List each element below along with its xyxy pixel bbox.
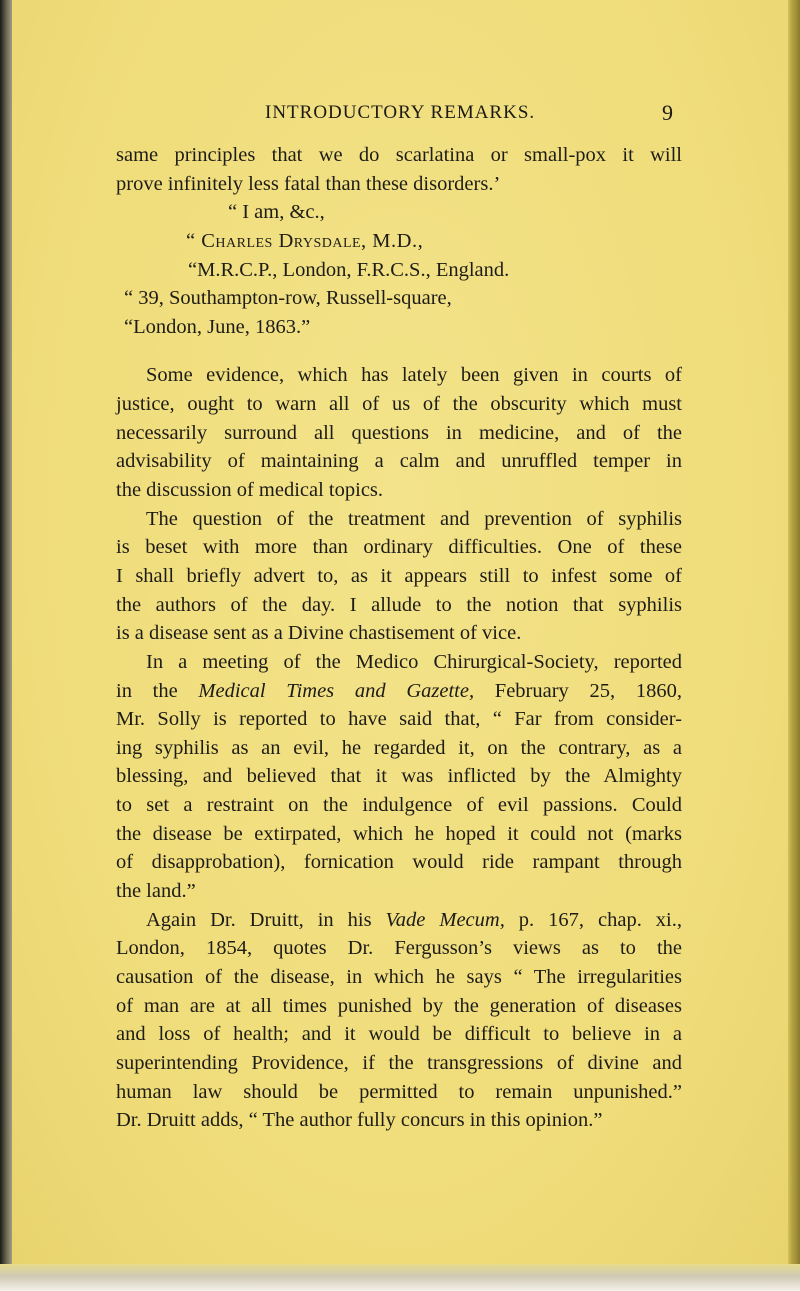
paragraph-gap [116, 341, 682, 361]
paragraph-druitt [116, 906, 682, 1135]
paragraph-line: ing syphilis as an evil, he regarded it, on the contrary, as a [116, 736, 682, 759]
paragraph-line: the disease be extirpated, which he hoped it could not (marks [116, 822, 682, 845]
text-run: Again Dr. Druitt, in his [146, 908, 386, 931]
paragraph-line: to set a restraint on the indulgence of evil passions. Could [116, 794, 682, 817]
paragraph-line: causation of the disease, in which he says “ The irregularities [116, 965, 682, 988]
paragraph-line: is beset with more than ordinary difficulties. One of these [116, 536, 682, 559]
letter-line-2: prove infinitely less fatal than these disorders.’ [116, 172, 501, 195]
paragraph-line: the discussion of medical topics. [116, 479, 384, 502]
paragraph-line: London, 1854, quotes Dr. Fergusson’s views as to the [116, 937, 682, 960]
paragraph-line: The question of the treatment and prevention of syphilis [146, 507, 682, 530]
paragraph-line: and loss of health; and it would be difficult to believe in a [116, 1023, 682, 1046]
paragraph-line: justice, ought to warn all of us of the obscurity which must [116, 393, 682, 416]
paragraph-line: Some evidence, which has lately been given in courts of [146, 364, 682, 387]
paragraph-line: superintending Providence, if the transgressions of divine and [116, 1051, 682, 1074]
paragraph-line: advisability of maintaining a calm and unruffled temper in [116, 450, 682, 473]
paragraph-line: In a meeting of the Medico Chirurgical-Society, reported [146, 650, 682, 673]
journal-title: Medical Times and Gazette, [198, 679, 475, 702]
letter-closing: “ I am, &c., [228, 201, 325, 224]
paragraph-line: Mr. Solly is reported to have said that, “ Far from consider- [116, 708, 682, 731]
letter-address: “ 39, Southampton-row, Russell-square, [124, 287, 452, 310]
paragraph-line: necessarily surround all questions in medicine, and of the [116, 421, 682, 444]
paragraph-syphilis-question [116, 505, 682, 648]
paragraph-line: of disapprobation), fornication would ride rampant through [116, 851, 682, 874]
paragraph-line: Dr. Druitt adds, “ The author fully concurs in this opinion.” [116, 1109, 603, 1132]
text-run: February 25, 1860, [474, 679, 682, 702]
text-run: in the [116, 679, 199, 702]
letter-credentials: “M.R.C.P., London, F.R.C.S., England. [188, 258, 510, 281]
paragraph-line: I shall briefly advert to, as it appears still to infest some of [116, 564, 682, 587]
page-text [116, 141, 682, 1135]
book-title: Vade Mecum, [385, 908, 505, 931]
text-run: p. 167, chap. xi., [504, 908, 682, 931]
paragraph-evidence [116, 361, 682, 504]
letter-date: “London, June, 1863.” [124, 315, 311, 338]
letter-line-1: same principles that we do scarlatina or small-pox it will [116, 144, 682, 166]
paragraph-line: is a disease sent as a Divine chastisement of vice. [116, 622, 522, 645]
paragraph-line: of man are at all times punished by the generation of diseases [116, 994, 682, 1017]
book-page [12, 0, 788, 1268]
paragraph-line: blessing, and believed that it was inflicted by the Almighty [116, 765, 682, 788]
paragraph-line-citation [116, 677, 682, 706]
running-head: INTRODUCTORY REMARKS. [265, 102, 536, 123]
paragraph-line: human law should be permitted to remain unpunished.” [116, 1080, 682, 1103]
letter-signature: “ Charles Drysdale, M.D., [186, 229, 424, 252]
paragraph-medico-chirurgical [116, 648, 682, 906]
page-number: 9 [662, 100, 673, 125]
scan-edge-bottom [0, 1264, 800, 1291]
scan-edge-right [786, 0, 800, 1291]
paragraph-line-citation [116, 906, 682, 935]
paragraph-line: the land.” [116, 880, 196, 903]
paragraph-line: the authors of the day. I allude to the notion that syphilis [116, 593, 682, 616]
